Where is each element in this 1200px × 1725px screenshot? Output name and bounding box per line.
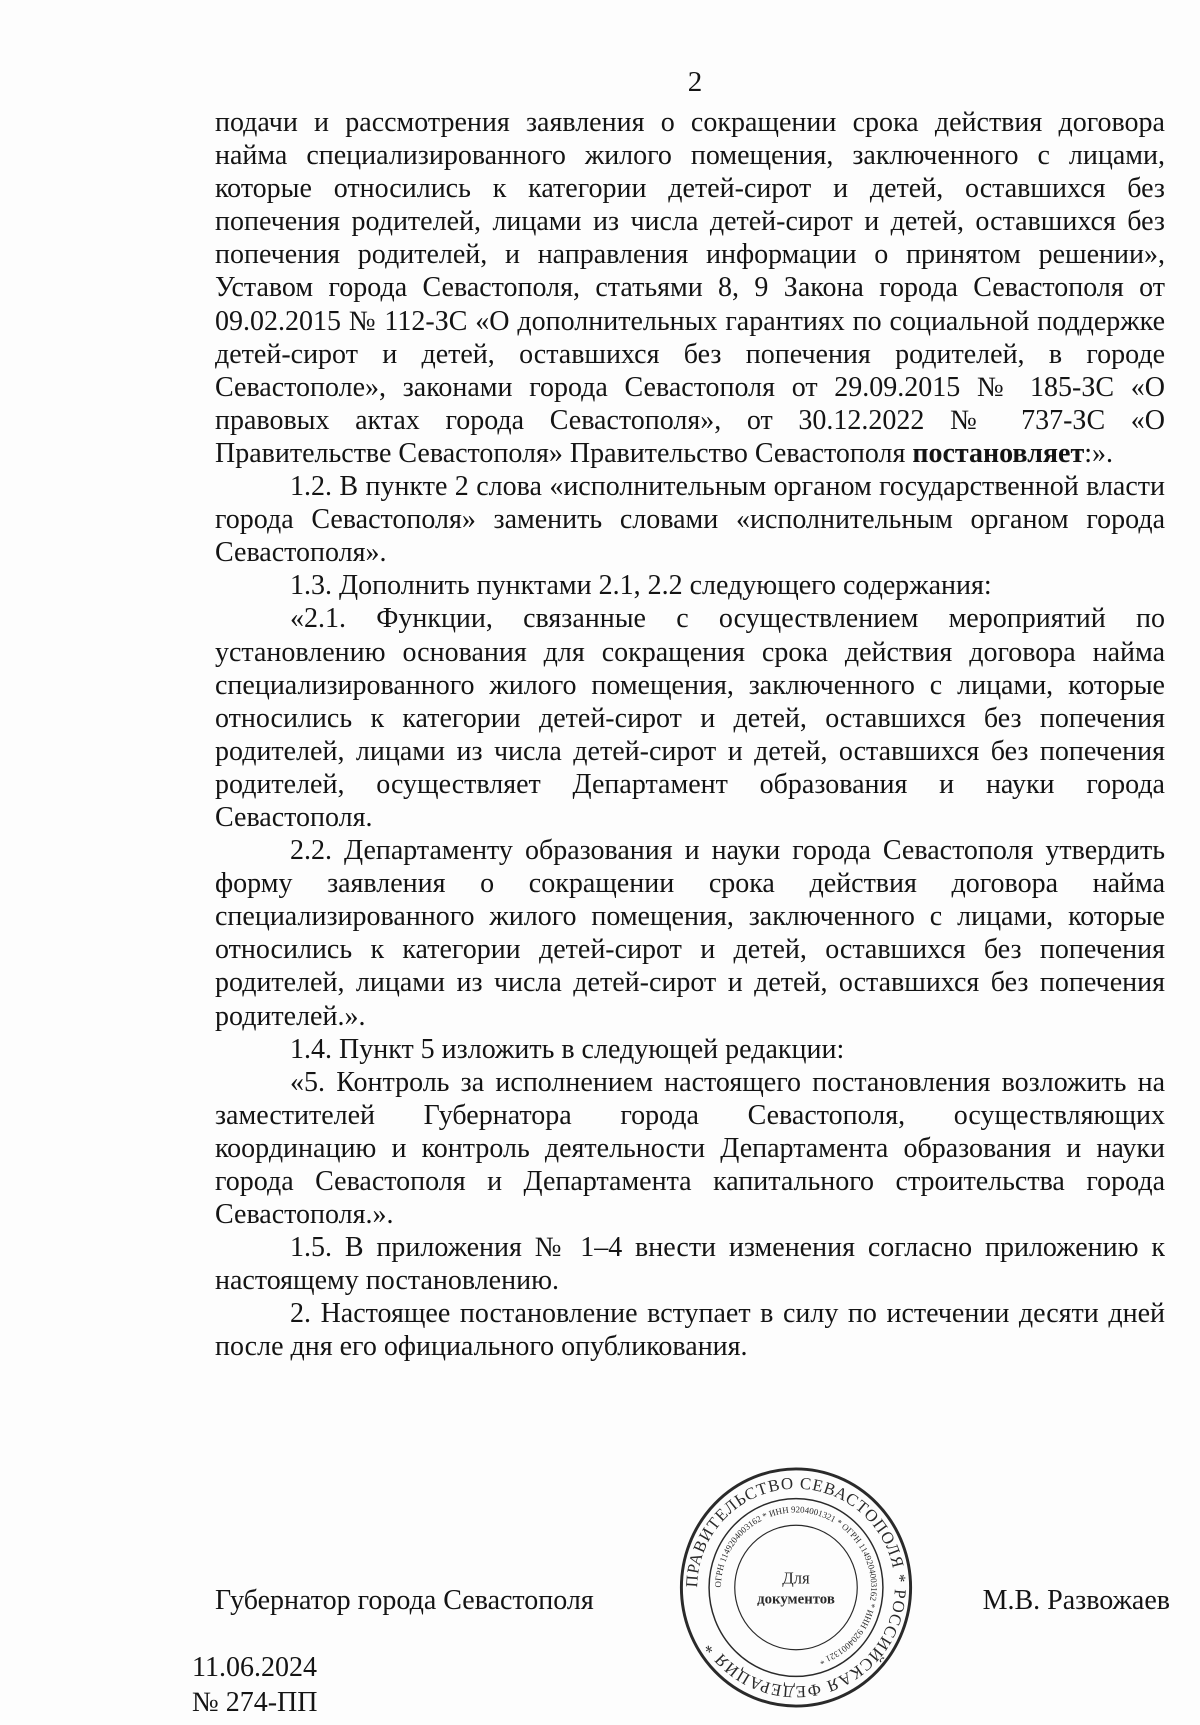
document-details bbox=[192, 1650, 317, 1720]
paragraph-text: подачи и рассмотрения заявления о сокращении срока действия договора найма специализированного жилого помещения, заключенного с лицами, которые относились к категории детей-сирот и детей, оставшихся без попечения родителей, лицами из числа детей-сирот и детей, оставшихся без попечения родителей, и направления информации о принятом решении», Уставом города Севастополя, статьями 8, 9 Закона города Севастополя от 09.02.2015 № 112-ЗС «О дополнительных гарантиях по социальной поддержке детей-сирот и детей, оставшихся без попечения родителей, в городе Севастополе», законами города Севастополя от 29.09.2015 № 185-ЗС «О правовых актах города Севастополя», от 30.12.2022 № 737-ЗС «О Правительстве Севастополя» Правительство Севастополя bbox=[215, 107, 1165, 469]
paragraph-2-1: «2.1. Функции, связанные с осуществлением мероприятий по установлению основания для сокращения срока действия договора найма специализированного жилого помещения, заключенного с лицами, которые относились к категории детей-сирот и детей, оставшихся без попечения родителей, лицами из числа детей-сирот и детей, оставшихся без попечения родителей, осуществляет Департамент образования и науки города Севастополя. bbox=[215, 603, 1165, 833]
svg-text:ОГРН 1149204003162 * ИНН 92040: ОГРН 1149204003162 * ИНН 9204001321 * ОГРН 1149204003162 * ИНН 9204001321 * bbox=[712, 1504, 880, 1667]
paragraph-2: 2. Настоящее постановление вступает в силу по истечении десяти дней после дня его официального опубликования. bbox=[215, 1298, 1165, 1363]
svg-text:документов: документов bbox=[757, 1591, 835, 1608]
paragraph-5: «5. Контроль за исполнением настоящего постановления возложить на заместителей Губернатора города Севастополя, осуществляющих координацию и контроль деятельности Департамента образования и науки города Севастополя и Департамента капитального строительства города Севастополя.». bbox=[215, 1066, 1165, 1231]
document-body bbox=[215, 106, 1165, 1364]
paragraph-1-4: 1.4. Пункт 5 изложить в следующей редакции: bbox=[290, 1033, 845, 1065]
svg-text:ПРАВИТЕЛЬСТВО СЕВАСТОПОЛЯ * РО: ПРАВИТЕЛЬСТВО СЕВАСТОПОЛЯ * РОССИЙСКАЯ ФЕДЕРАЦИЯ * bbox=[682, 1473, 910, 1702]
paragraph-2-2: 2.2. Департаменту образования и науки города Севастополя утвердить форму заявления о сокращении срока действия договора найма специализированного жилого помещения, заключенного с лицами, которые относились к категории детей-сирот и детей, оставшихся без попечения родителей, лицами из числа детей-сирот и детей, оставшихся без попечения родителей.». bbox=[215, 835, 1165, 1032]
signatory-role: Губернатор города Севастополя bbox=[215, 1585, 594, 1616]
paragraph-continuation bbox=[215, 106, 1165, 470]
signatory-name: М.В. Развожаев bbox=[982, 1585, 1170, 1616]
paragraph-1-3: 1.3. Дополнить пунктами 2.1, 2.2 следующего содержания: bbox=[290, 570, 992, 602]
page-number: 2 bbox=[687, 66, 703, 98]
paragraph-bold-text: постановляет bbox=[912, 437, 1085, 469]
paragraph-1-5: 1.5. В приложения № 1–4 внести изменения согласно приложению к настоящему постановлению. bbox=[215, 1232, 1165, 1297]
svg-text:Для: Для bbox=[782, 1568, 810, 1588]
paragraph-1-2: 1.2. В пункте 2 слова «исполнительным органом государственной власти города Севастополя» заменить словами «исполнительным органом города Севастополя». bbox=[215, 471, 1165, 569]
paragraph-tail-text: :». bbox=[1084, 437, 1114, 469]
document-date: 11.06.2024 bbox=[192, 1652, 317, 1683]
document-number: № 274-ПП bbox=[192, 1687, 318, 1718]
official-seal-icon bbox=[677, 1465, 915, 1710]
